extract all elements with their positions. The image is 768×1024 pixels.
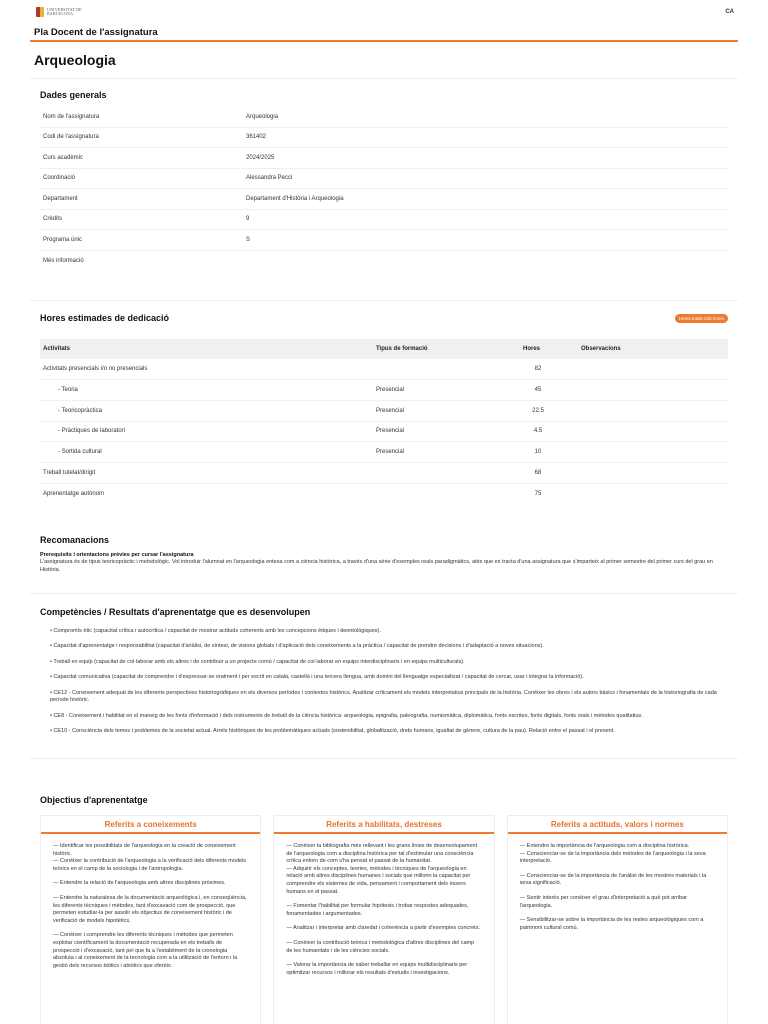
data-value: 9 [246,216,250,223]
table-row [40,380,728,401]
hours-title: Hores estimades de dedicació [40,313,170,323]
data-row [40,148,728,169]
data-label: Nom de l'assignatura [43,113,100,120]
objectives-title: Objectius d'aprenentatge [40,795,148,805]
column-header: Hores [523,339,553,359]
activity-cell: - Teoria [40,380,373,401]
activity-cell: - Sortida cultural [40,442,373,463]
prerequisites-text: L'assignatura és de tipus teoricopràctic i metodològic. Vol introduir l'alumnat en l'arqueologia entesa com a ciència històrica, a través d'una sèrie d'exemples reals paradigmàtics, atès que es tracta d'una assignatura que s'imparteix al primer semestre del primer curs del grau en Història. [40,559,713,573]
data-label: Codi de l'assignatura [43,134,99,141]
language-selector[interactable]: CA [725,9,734,15]
notes-cell [553,359,728,380]
list-item: • Compromís ètic (capacitat crítica i autocrítica / capacitat de mostrar actituds coherents amb les concepcions ètiques i deontològiques). [50,628,381,634]
table-row [40,359,728,380]
hours-cell: 68 [523,462,553,483]
list-item: — Sentir interès per conèixer el grau d'interpretació a què pot arribar l'arqueologia. [519,894,688,909]
activity-cell: Treball tutelat/dirigit [40,462,373,483]
type-cell [373,462,523,483]
activity-cell: - Teoricopràctica [40,400,373,421]
hours-card [30,301,738,519]
column-header: Tipus de formació [373,339,523,359]
more-info-link[interactable]: Més informació [43,257,84,264]
activity-cell: - Pràctiques de laboratori [40,421,373,442]
column-header: Activitats [40,339,373,359]
list-item: — Entendre la naturalesa de la documentació arqueològica i, en conseqüència, les diferents tècniques i mètodes, tant d'excavació com de prospecció, que permeten estudiar-la per assolir els objectius de coneixement històric i de verificació de models hipotètics. [53,894,247,924]
list-item: — Conèixer i comprendre les diferents tècniques i mètodes que permeten explotar científicament la documentació recuperada en els treballs de prospecció i d'excavació, tant pel que fa a l'establiment de la cronologia absoluta i al coneixement de la tecnologia com a la utilització de l'entorn i la gestió dels recursos biòtics i abiòtics que oferéix. [53,932,238,969]
recommendations-title: Recomanacions [40,535,110,545]
table-row [40,442,728,463]
general-data-card [30,79,738,299]
list-item: • Treball en equip (capacitat de col·laborar amb els altres i de contribuir a un projecte comú / capacitat de col·laborar en equips interdisciplinaris i en equips multiculturals). [50,658,465,665]
data-value: S [246,236,251,243]
objectives-column-attitudes [507,815,728,1024]
hours-cell: 22.5 [523,400,553,421]
objectives-card [30,759,738,1024]
list-item: — Conscienciar-se de la importància de l'anàlisi de les mostres materials i la seva significació. [519,872,707,887]
list-item: — Entendre la relació de l'arqueologia amb altres disciplines pròximes. [53,880,226,887]
table-row [40,483,728,504]
coordinator-value: Alessandra Pecci [246,175,293,182]
list-item: — Identificar les possibilitats de l'arqueologia en la creació de coneixement històric. — Conèixer la contribució de l'arqueologia a la verificació dels diferents models teòrics en el camp de la sociologia i de l'antropologia. [53,843,247,872]
data-row [40,128,728,149]
hours-cell: 4.5 [523,421,553,442]
list-item: — Valorar la importància de saber treballar en equips multidisciplinaris per optimitzar recursos i millorar els resultats d'estudis i investigacions. [286,962,468,976]
recommendations-card [30,519,738,589]
type-cell: Presencial [373,421,523,442]
notes-cell [553,421,728,442]
prerequisites-subtitle: Prerequisits i orientacions prèvies per cursar l'assignatura [40,552,194,558]
column-heading: Referits a coneixements [41,816,260,834]
competencies-title: Competències / Resultats d'aprenentatge que es desenvolupen [40,607,311,617]
table-row [40,400,728,421]
type-cell [373,359,523,380]
total-hours-badge: Hores totals 225 hores [675,314,728,323]
activity-cell: Aprenentatge autònom [43,490,105,497]
data-label: Coordinació [43,175,76,182]
department-value: Departament d'Història i Arqueologia [246,195,344,202]
type-cell: Presencial [373,400,523,421]
notes-cell [553,442,728,463]
column-heading: Referits a habilitats, destreses [274,816,493,834]
section-title: Pla Docent de l'assignatura [34,27,158,38]
table-row [40,421,728,442]
data-row [40,169,728,190]
column-heading: Referits a actituds, valors i normes [508,816,727,834]
data-value: Arqueologia [246,113,279,120]
shield-icon [36,7,44,17]
competencies-card [30,594,738,752]
list-item: — Sensibilitzar-se sobre la importància de les restes arqueològiques com a patrimoni cultural comú. [519,917,704,931]
objectives-columns [40,815,728,1024]
logo-line-2: BARCELONA [47,11,74,16]
list-item: • Capacitat d'aprenentatge i responsabilitat (capacitat d'anàlisi, de síntesi, de visions globals i d'aplicació dels coneixements a la pràctica / capacitat de prendre decisions i d'adaptació a noves situacions). [50,643,544,650]
list-item: — Conèixer la bibliografia més rellevant i les grans línies de desenvolupament de l'arqueologia com a disciplina històrica per tal d'estimular una consciència crítica entorn de com s'ha pensat el passat de la humanitat. — Adquirir els conceptes, teories, mètodes i tècniques de l'arqueologia en relació amb altres disciplines humanes i socials que millorin la capacitat per comprendre els sistemes de vida, pensament i comportament dels éssers humans en el passat. [286,843,478,895]
list-item: • CE12 - Coneixement adequat de les diferents perspectives historiogràfiques en els diversos períodes i contextos històrics. Analitzar críticament els models interpretatius principals de la història. Conèixer les obres i els autors bàsics i fonamentals de la historiografia de cada període històric. [50,689,717,704]
data-row [40,189,728,210]
table-header-row [40,339,728,359]
hours-cell: 10 [523,442,553,463]
general-data-title: Dades generals [40,90,107,100]
section-header [30,24,738,42]
data-label: Departament [43,195,78,202]
list-item: • Capacitat comunicativa (capacitat de comprendre i d'expressar-se oralment i per escrit en català, castellà i una tercera llengua, amb domini del llenguatge especialitzat / capacitat de cercar, usar i integrar la informació). [50,674,584,681]
type-cell: Presencial [373,442,523,463]
table-row [40,462,728,483]
list-item: — Analitzar i interpretar amb claredat i coherència a partir d'exemples concrets. [286,925,480,932]
list-item: • CE8 - Coneixement i habilitat en el maneig de les fonts d'informació i dels instruments de treball de la ciència històrica: arqueologia, epigrafia, paleografia, numismàtica, diplomàtica, fonts escrites, fonts digitals, fonts orals i mètodes qualitatius. [50,712,643,719]
list-item: — Entendre la importància de l'arqueologia com a disciplina històrica. — Conscienciar-se de la importància dels mètodes de l'arqueologia i la seva interpretació. [519,843,706,865]
competencies-list [40,628,728,736]
column-header: Observacions [553,339,728,359]
activity-cell: Activitats presencials i/o no presencials [40,359,373,380]
page-title: Arqueologia [34,52,116,68]
data-row [40,107,728,128]
hours-table [40,339,728,504]
data-row [40,210,728,231]
notes-cell [553,400,728,421]
general-data-list [40,107,728,271]
data-row [40,230,728,251]
data-value: 2024/2025 [246,154,275,161]
university-logo[interactable] [36,7,82,17]
more-info-row[interactable] [40,251,728,272]
list-item: — Fomentar l'habilitat per formular hipòtesis i trobar respostes adequades, fonamentades i argumentades. [286,903,469,917]
list-item: • CE10 - Consciència dels temes i problemes de la societat actual. Arrels històriques de les problemàtiques actuals (sostenibilitat, globalització, drets humans, igualtat de gènere, cultura de la pau). Relació entre el passat i el present. [50,727,615,734]
type-cell: Presencial [373,380,523,401]
logo-line-1: UNIVERSITAT DE [47,7,82,12]
objectives-column-knowledge [40,815,261,1024]
objectives-column-skills [273,815,494,1024]
list-item: — Conèixer la contribució teòrica i metodològica d'altres disciplines del camp de les humanitats i de les ciències socials. [286,939,475,954]
hours-header [40,313,728,323]
hours-cell: 82 [523,359,553,380]
type-cell [373,483,523,504]
top-bar [0,0,768,24]
data-label: Curs acadèmic [43,154,84,161]
data-label: Crèdits [43,216,63,223]
data-value: 361402 [246,134,267,141]
hours-cell: 75 [534,490,542,497]
notes-cell [553,380,728,401]
notes-cell [553,462,728,483]
hours-cell: 45 [523,380,553,401]
data-label: Programa únic [43,236,83,243]
notes-cell [553,483,728,504]
